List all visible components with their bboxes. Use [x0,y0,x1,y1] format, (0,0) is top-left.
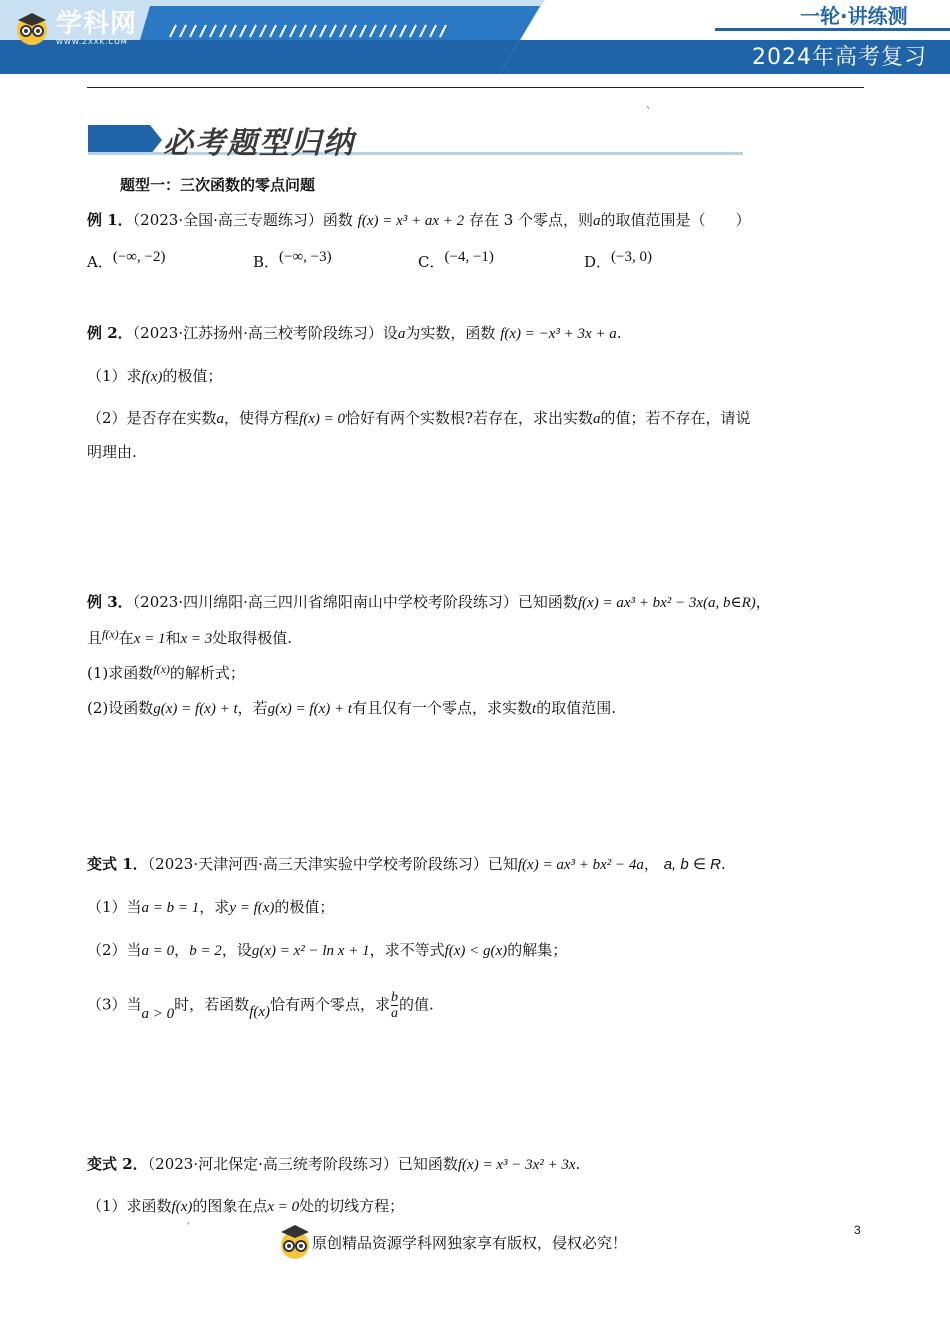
source: （2023·河北保定·高三统考阶段练习）已知函数 [147,1155,458,1173]
variant-2-line: 变式 2．（2023·河北保定·高三统考阶段练习）已知函数f(x) = x³ − 3x² + 3x. [87,1155,581,1173]
text2: 的取值范围是（ ） [600,211,751,229]
variant-label: 变式 2． [87,1155,148,1173]
question-3: （3）当a > 0时，若函数f(x)恰有两个零点，求 $\frac{b}{a}$ 的值. [87,990,434,1022]
stray-mark: ' [187,1222,190,1232]
var: a [593,213,601,229]
series-label: 一轮·讲练测 [800,4,908,28]
question-2: (2)设函数g(x) = f(x) + t，若g(x) = f(x) + t有且仅有一个零点，求实数t的取值范围. [87,699,616,717]
question-1: (1)求函数$^{f(x)}$的解析式； [87,662,245,682]
formula: f(x) = x³ − 3x² + 3x [457,1157,576,1173]
page-number: 3 [854,1223,861,1237]
text: 为实数，函数 [405,324,496,342]
example-3-line2: 且$^{f(x)}$在x = 1和x = 3处取得极值. [87,627,293,647]
question-2-cont: 明理由. [87,443,137,461]
top-rule [87,87,864,88]
year-label: 2024年高考复习 [752,45,927,70]
formula: f(x) = −x³ + 3x + a [500,326,617,342]
question-1: （1）求f(x)的极值； [87,367,223,385]
question-1: （1）当a = b = 1，求y = f(x)的极值； [87,898,335,916]
logo-text: 学科网 [56,9,138,39]
stray-mark: 、 [646,100,656,111]
source: （2023·全国·高三专题练习）函数 [132,211,353,229]
copyright-notice: 原创精品资源学科网独家享有版权，侵权必究！ [312,1234,628,1252]
option-d[interactable]: D．(−3, 0) [584,249,652,271]
source: （2023·江苏扬州·高三校考阶段练习）设 [132,324,398,342]
option-b[interactable]: B．(−∞, −3) [253,249,332,271]
question-2: （2）当a = 0，b = 2，设g(x) = x² − ln x + 1，求不等式f(x) < g(x)的解集； [87,941,568,959]
text: 存在 3 个零点，则 [468,211,594,229]
condition: a, b ∈ R [663,856,721,873]
example-label: 例 3． [87,593,133,611]
example-3-line [87,591,771,614]
example-1-line [87,209,751,232]
formula: f(x) = x³ + ax + 2 [357,213,465,229]
option-c[interactable]: C．(−4, −1) [418,249,494,271]
example-2-line [87,322,622,345]
fraction: $\frac{b}{a}$ [391,990,399,1021]
variant-label: 变式 1． [87,855,148,873]
option-a[interactable]: A．(−∞, −2) [87,249,166,271]
source: （2023·天津河西·高三天津实验中学校考阶段练习）已知 [147,855,518,873]
variant-1-line: 变式 1．（2023·天津河西·高三天津实验中学校考阶段练习）已知f(x) = ax³ + bx² − 4a， a, b ∈ R. [87,855,726,873]
end: . [616,324,622,342]
var: a [397,326,406,342]
source: （2023·四川绵阳·高三四川省绵阳南山中学校考阶段练习）已知函数 [132,593,578,611]
type-heading: 题型一：三次函数的零点问题 [120,176,316,194]
example-label: 例 1． [87,211,133,229]
mascot-icon [278,1222,312,1260]
end: ， [755,593,771,611]
formula: f(x) = ax³ + bx² − 4a [517,857,644,873]
site-logo[interactable] [14,10,137,46]
formula: f(x) = ax³ + bx² − 3x(a, b∈R) [577,595,756,611]
example-label: 例 2． [87,324,133,342]
question-2: （2）是否存在实数a，使得方程f(x) = 0恰好有两个实数根?若存在，求出实数a的值；若不存在，请说 [87,409,751,427]
logo-url: WWW.ZXXK.COM [56,38,128,46]
section-title: 必考题型归纳 [163,126,355,161]
question-1: （1）求函数f(x)的图象在点x = 0处的切线方程； [87,1197,405,1215]
mascot-icon [14,10,50,46]
